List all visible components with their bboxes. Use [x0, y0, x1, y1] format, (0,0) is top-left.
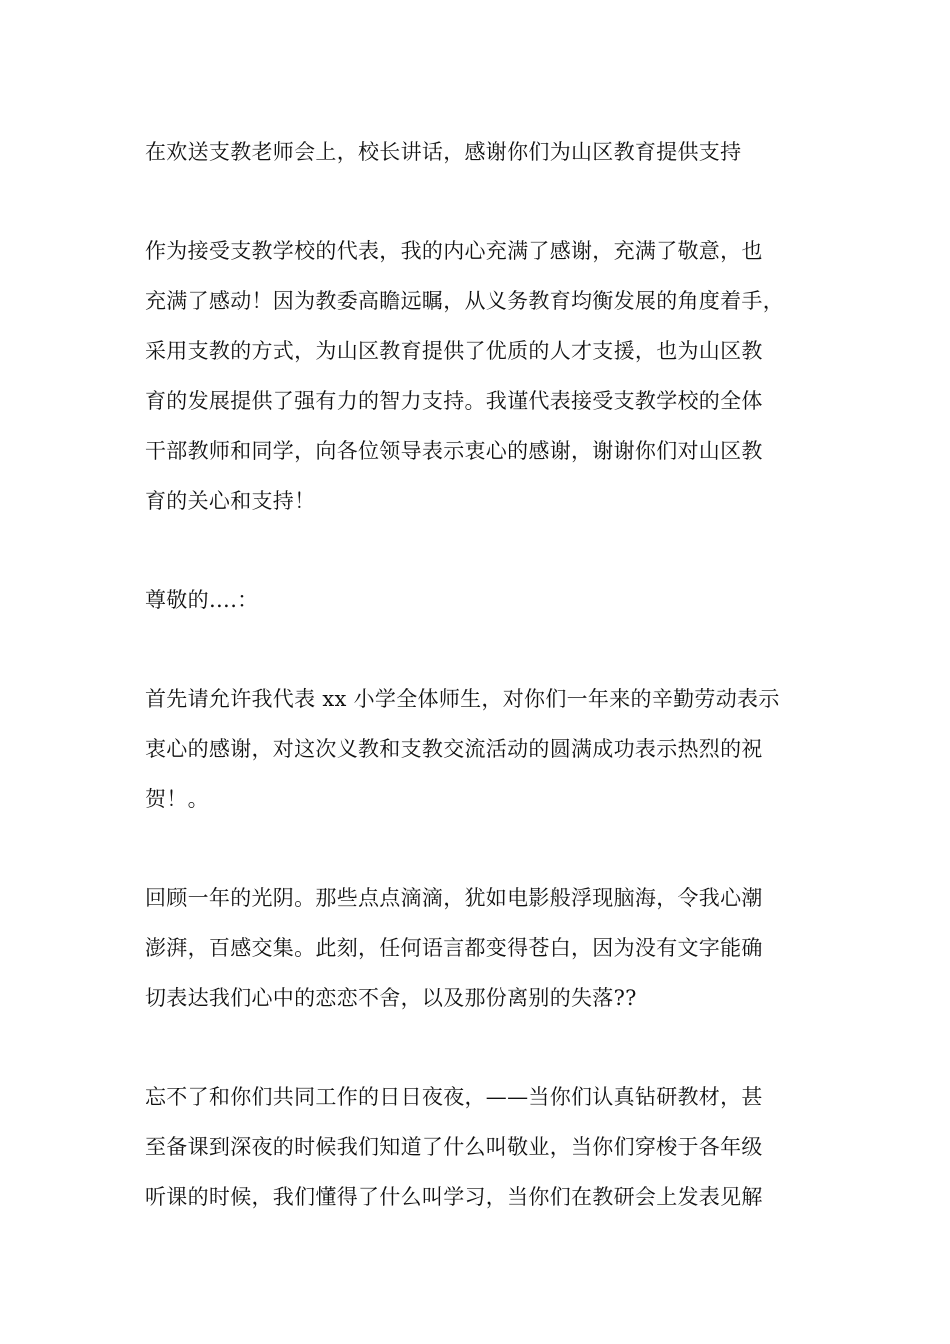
salutation-line: 尊敬的….： — [145, 588, 259, 612]
paragraph-line: 首先请允许我代表 xx 小学全体师生，对你们一年来的辛勤劳动表示 — [145, 687, 780, 711]
paragraph-line: 作为接受支教学校的代表，我的内心充满了感谢，充满了敬意，也 — [145, 239, 763, 263]
paragraph-line: 衷心的感谢，对这次义教和支教交流活动的圆满成功表示热烈的祝 — [145, 737, 763, 761]
paragraph-line: 干部教师和同学，向各位领导表示衷心的感谢，谢谢你们对山区教 — [145, 439, 763, 463]
paragraph-line: 育的发展提供了强有力的智力支持。我谨代表接受支教学校的全体 — [145, 389, 763, 413]
paragraph-line: 至备课到深夜的时候我们知道了什么叫敬业，当你们穿梭于各年级 — [145, 1135, 763, 1159]
paragraph-line: 回顾一年的光阴。那些点点滴滴，犹如电影般浮现脑海，令我心潮 — [145, 886, 763, 910]
document-title: 在欢送支教老师会上，校长讲话，感谢你们为山区教育提供支持 — [145, 140, 742, 164]
paragraph-line: 切表达我们心中的恋恋不舍，以及那份离别的失落?? — [145, 986, 637, 1010]
paragraph-line: 采用支教的方式，为山区教育提供了优质的人才支援，也为山区教 — [145, 339, 763, 363]
paragraph-line: 听课的时候，我们懂得了什么叫学习，当你们在教研会上发表见解 — [145, 1185, 763, 1209]
paragraph-line: 澎湃，百感交集。此刻，任何语言都变得苍白，因为没有文字能确 — [145, 936, 763, 960]
paragraph-line: 充满了感动！因为教委高瞻远瞩，从义务教育均衡发展的角度着手， — [145, 289, 784, 313]
paragraph-line: 忘不了和你们共同工作的日日夜夜，——当你们认真钻研教材，甚 — [145, 1085, 763, 1109]
paragraph-line: 贺！。 — [145, 787, 209, 811]
paragraph-line: 育的关心和支持！ — [145, 489, 316, 513]
